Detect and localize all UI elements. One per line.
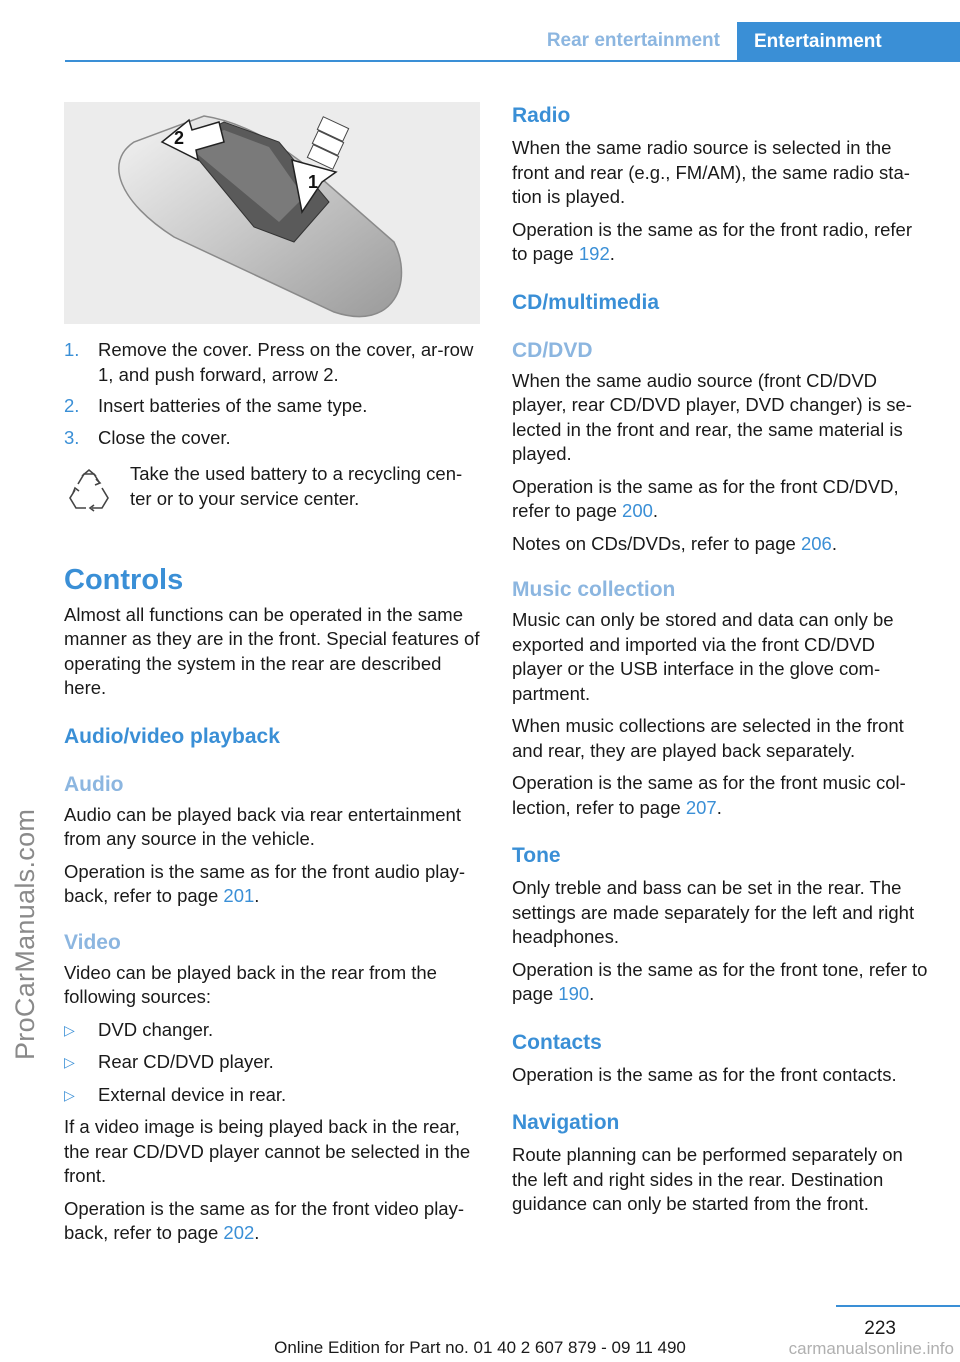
recycling-note (64, 462, 482, 523)
music-p1: Music can only be stored and data can only be exported and imported via the front CD/DVD player or the USB interface in the glove com-partment. (512, 609, 894, 704)
page-link-206[interactable]: 206 (800, 532, 832, 554)
list-item (64, 426, 482, 451)
list-item (64, 338, 482, 387)
arrow-1-label: 1 (308, 172, 319, 192)
recycle-icon (64, 462, 130, 523)
music-collection-heading: Music collection (512, 578, 676, 601)
navigation-p1: Route planning can be performed separately on the left and right sides in the rear. Destination guidance can only be started from the front. (512, 1144, 903, 1214)
step-number: 2. (64, 395, 80, 416)
page-link-207[interactable]: 207 (685, 796, 717, 818)
cd-dvd-p3: Notes on CDs/DVDs, refer to page 206. (512, 532, 837, 554)
step-text: Insert batteries of the same type. (98, 395, 368, 416)
tone-p1: Only treble and bass can be set in the rear. The settings are made separately for the left and right headphones. (512, 877, 915, 947)
audio-p2: Operation is the same as for the front audio play-back, refer to page 201. (64, 860, 466, 906)
audio-p1: Audio can be played back via rear entertainment from any source in the vehicle. (64, 803, 461, 849)
music-p3: Operation is the same as for the front music col-lection, refer to page 207. (512, 772, 906, 818)
right-column (512, 102, 930, 1225)
video-p3: Operation is the same as for the front video play-back, refer to page 202. (64, 1197, 465, 1243)
list-item: ▷ External device in rear. (64, 1083, 482, 1108)
page-number: 223 (864, 1318, 896, 1339)
navigation-heading: Navigation (512, 1111, 620, 1134)
page-link-192[interactable]: 192 (578, 243, 610, 264)
footer-edition: Online Edition for Part no. 01 40 2 607 879 - 09 11 490 (274, 1338, 686, 1357)
footer-site-watermark: carmanualsonline.info (788, 1339, 954, 1358)
music-p2: When music collections are selected in the front and rear, they are played back separately. (512, 715, 904, 761)
side-watermark: ProCarManuals.com (10, 808, 40, 1060)
bullet-triangle-icon: ▷ (64, 1086, 75, 1103)
page-link-201[interactable]: 201 (223, 885, 255, 906)
left-column (64, 102, 482, 1254)
page-link-202[interactable]: 202 (223, 1222, 255, 1243)
bullet-triangle-icon: ▷ (64, 1054, 75, 1070)
audio-heading: Audio (64, 772, 124, 796)
recycling-note-text: Take the used battery to a recycling cen-ter or to your service center. (130, 463, 463, 509)
radio-p2: Operation is the same as for the front radio, refer to page 192. (512, 218, 912, 264)
step-text: Remove the cover. Press on the cover, ar-row 1, and push forward, arrow 2. (98, 339, 474, 385)
controls-heading: Controls (64, 563, 184, 596)
list-item: ▷ DVD changer. (64, 1018, 482, 1043)
video-sources-list (64, 1018, 482, 1108)
tone-p2: Operation is the same as for the front tone, refer to page 190. (512, 958, 928, 1004)
step-text: Close the cover. (98, 426, 231, 448)
radio-heading: Radio (512, 104, 571, 127)
step-number: 1. (64, 339, 80, 360)
step-number: 3. (64, 426, 80, 448)
header-section-tab[interactable]: Rear entertainment (546, 30, 720, 51)
video-p1: Video can be played back in the rear from the following sources: (64, 961, 437, 1007)
contacts-heading: Contacts (512, 1030, 602, 1054)
radio-p1: When the same radio source is selected in the front and rear (e.g., FM/AM), the same radio sta-tion is played. (512, 137, 910, 207)
video-heading: Video (64, 930, 121, 954)
cd-dvd-p2: Operation is the same as for the front CD/DVD, refer to page 200. (512, 475, 899, 521)
page-link-190[interactable]: 190 (558, 983, 590, 1004)
list-item (64, 394, 482, 419)
cd-multimedia-heading: CD/multimedia (512, 290, 660, 314)
controls-intro: Almost all functions can be operated in the same manner as they are in the front. Special features of operating the system in the rear are described here. (64, 603, 480, 698)
cd-dvd-heading: CD/DVD (512, 338, 593, 362)
page-link-200[interactable]: 200 (622, 500, 653, 521)
contacts-p1: Operation is the same as for the front contacts. (512, 1063, 897, 1085)
av-playback-heading: Audio/video playback (64, 724, 280, 748)
arrow-2-label: 2 (174, 128, 185, 148)
list-item: ▷ Rear CD/DVD player. (64, 1050, 482, 1075)
tone-heading: Tone (512, 844, 561, 867)
video-p2: If a video image is being played back in the rear, the rear CD/DVD player cannot be selected in the front. (64, 1116, 471, 1186)
header-rule (65, 60, 960, 62)
bullet-triangle-icon: ▷ (64, 1021, 75, 1038)
remote-battery-figure (64, 102, 480, 324)
cd-dvd-p1: When the same audio source (front CD/DVD player, rear CD/DVD player, DVD changer) is se-lected in the front and rear, the same material is played. (512, 369, 912, 464)
footer-rule (836, 1305, 960, 1307)
steps-list (64, 338, 482, 450)
header-chapter-tab[interactable]: Entertainment (737, 22, 960, 60)
